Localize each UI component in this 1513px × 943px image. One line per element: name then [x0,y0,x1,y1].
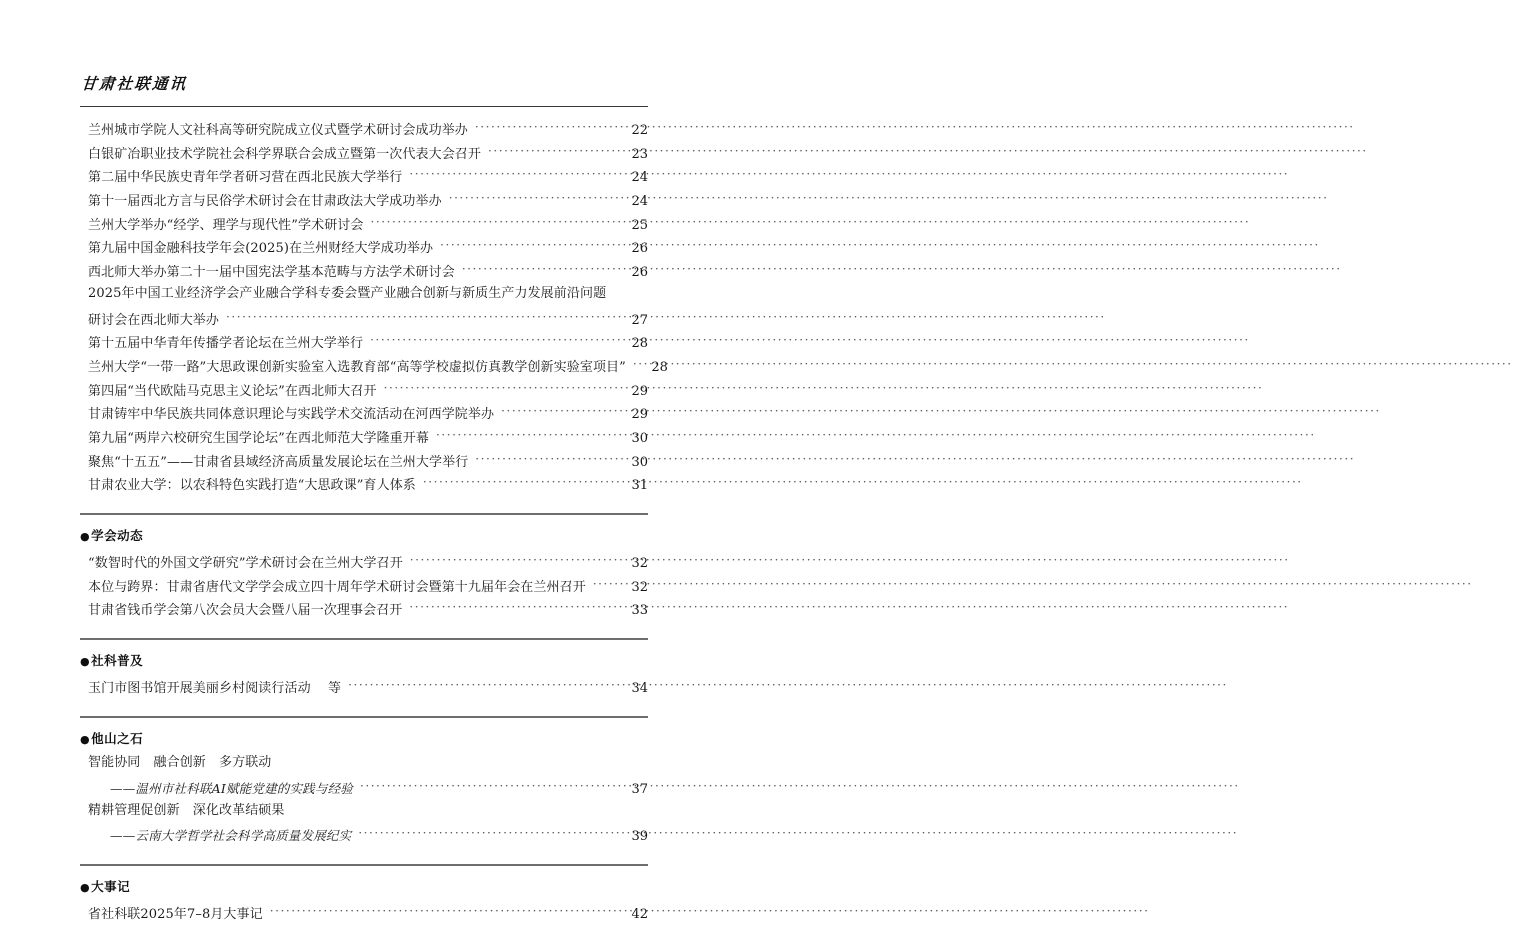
toc-entry-title: 第十五届中华青年传播学者论坛在兰州大学举行 [88,336,364,352]
toc-list [80,905,648,929]
toc-entry-title: 聚焦“十五五”——甘肃省县域经济高质量发展论坛在兰州大学举行 [88,454,469,470]
section-heading-section-sheke-puji [80,653,648,670]
toc-entry-title: 2025年中国工业经济学会产业融合学科专委会暨产业融合创新与新质生产力发展前沿问题 [88,285,607,301]
toc-entry-title: 兰州城市学院人文社科高等研究院成立仪式暨学术研讨会成功举办 [88,123,468,138]
masthead-rule [80,106,648,107]
toc-leader-dots [226,311,619,324]
toc-leader-dots [449,192,619,205]
toc-entry[interactable] [80,168,648,192]
toc-entry-title: 玉门市图书馆开展美丽乡村阅读行活动 等 [88,680,342,696]
toc-entry[interactable] [80,476,648,500]
toc-entry[interactable] [80,554,648,578]
toc-entry-title: 第十一届西北方言与民俗学术研讨会在甘肃政法大学成功举办 [88,194,442,210]
toc-entry-page-number: 30 [631,454,648,470]
toc-leader-dots [270,905,619,918]
toc-entry-title: 精耕管理促创新 深化改革结硕果 [88,802,285,818]
toc-entry-title: ——温州市社科联AI赋能党建的实践与经验 [110,781,353,797]
toc-entry-title: 智能协同 融合创新 多方联动 [88,755,272,771]
toc-entry[interactable] [80,679,648,703]
toc-entry-page-number: 25 [631,217,648,233]
toc-entry[interactable] [80,382,648,406]
toc-entry-title: 本位与跨界：甘肃省唐代文学学会成立四十周年学术研讨会暨第十九届年会在兰州召开 [88,579,586,595]
section-divider [80,716,648,718]
toc-entry[interactable] [80,263,648,287]
toc-leader-dots [475,453,619,466]
toc-sections [80,121,668,929]
toc-entry[interactable] [80,192,648,216]
section-heading-label: 社科普及 [91,652,144,668]
toc-entry-page-number: 28 [631,336,648,352]
toc-entry-title: 第四届“当代欧陆马克思主义论坛”在西北师大召开 [88,383,377,399]
toc-entry-page-number: 29 [631,407,648,423]
toc-leader-dots [462,263,619,276]
toc-entry-title: “数智时代的外国文学研究”学术研讨会在兰州大学召开 [88,555,403,571]
toc-entry-title: 省社科联2025年7–8月大事记 [88,907,263,922]
toc-entry[interactable] [80,453,648,477]
toc-entry[interactable] [80,578,648,602]
toc-leader-dots [440,239,619,252]
section-heading-label: 学会动态 [91,528,144,543]
toc-leader-dots [436,429,619,442]
toc-entry-page-number: 39 [631,829,648,845]
bullet-icon: ● [80,530,91,543]
toc-entry-page-number: 32 [631,579,648,595]
toc-entry[interactable] [80,239,648,263]
toc-leader-dots [409,601,619,614]
toc-entry[interactable] [80,145,648,169]
toc-list [80,121,668,500]
toc-entry-page-number: 32 [631,555,648,571]
toc-entry[interactable] [80,804,648,828]
toc-entry-title: 第九届中国金融科技学年会(2025)在兰州财经大学成功举办 [88,241,434,257]
section-divider [80,513,648,515]
section-heading-label: 他山之石 [91,730,144,746]
toc-leader-dots [475,121,619,134]
toc-leader-dots [348,679,619,692]
toc-entry-title: ——云南大学哲学社会科学高质量发展纪实 [110,828,352,844]
toc-list [80,756,648,851]
section-heading-section-xuehui-dongtai [80,528,648,545]
section-heading-section-dashiji [80,879,648,896]
toc-entry-page-number: 31 [631,478,648,494]
toc-entry[interactable] [80,334,648,358]
toc-entry-title: 兰州大学“一带一路”大思政课创新实验室入选教育部“高等学校虚拟仿真教学创新实验室项目” [88,359,626,375]
toc-leader-dots [384,382,619,395]
toc-entry-page-number: 26 [631,265,648,281]
section-divider [80,638,648,640]
bullet-icon: ● [80,732,91,746]
toc-list [80,679,648,703]
toc-entry[interactable] [80,905,648,929]
toc-leader-dots [360,780,619,793]
toc-leader-dots [410,554,619,567]
toc-leader-dots [370,334,619,347]
toc-entry[interactable] [80,429,648,453]
toc-entry-page-number: 24 [631,194,648,210]
toc-entry[interactable] [80,756,648,780]
toc-entry[interactable] [80,405,648,429]
toc-entry-page-number: 23 [631,146,648,162]
toc-leader-dots [409,168,619,181]
toc-entry-page-number: 33 [631,603,648,619]
section-heading-label: 大事记 [91,879,131,895]
toc-entry-page-number: 34 [631,680,648,696]
toc-leader-dots [423,476,619,489]
toc-entry[interactable] [80,311,648,335]
toc-entry-title: 甘肃农业大学：以农科特色实践打造“大思政课”育人体系 [88,478,416,494]
toc-leader-dots [371,216,620,229]
bullet-icon: ● [80,881,91,895]
section-divider [80,864,648,866]
section-heading-section-tashan-zhishi [80,731,648,748]
toc-entry[interactable] [80,827,648,851]
toc-page [0,0,726,943]
toc-entry-page-number: 24 [631,170,648,186]
toc-entry-title: 甘肃铸牢中华民族共同体意识理论与实践学术交流活动在河西学院举办 [88,407,495,423]
toc-entry[interactable] [80,287,648,311]
toc-leader-dots [593,578,619,591]
toc-entry-page-number: 26 [631,241,648,257]
toc-entry-title: 白银矿冶职业技术学院社会科学界联合会成立暨第一次代表大会召开 [88,146,482,162]
page-content [80,0,668,929]
toc-entry-page-number: 22 [631,123,648,138]
toc-entry-page-number: 28 [651,359,668,375]
toc-list [80,554,648,625]
toc-entry-title: 第二届中华民族史青年学者研习营在西北民族大学举行 [88,170,403,186]
toc-leader-dots [488,145,619,158]
toc-entry[interactable] [80,216,648,240]
toc-entry-title: 兰州大学举办“经学、理学与现代性”学术研讨会 [88,217,364,233]
toc-entry[interactable] [80,121,648,145]
toc-entry-page-number: 29 [631,383,648,399]
toc-entry[interactable] [80,358,668,382]
toc-leader-dots [501,405,619,418]
toc-entry-page-number: 27 [631,312,648,328]
toc-entry-title: 研讨会在西北师大举办 [88,312,220,328]
toc-entry-page-number: 37 [631,782,648,798]
toc-entry-title: 甘肃省钱币学会第八次会员大会暨八届一次理事会召开 [88,603,403,619]
toc-entry[interactable] [80,601,648,625]
toc-entry-page-number: 42 [631,907,648,922]
toc-entry-title: 第九届“两岸六校研究生国学论坛”在西北师范大学隆重开幕 [88,430,429,446]
masthead-title: 甘肃社联通讯 [80,74,189,93]
toc-entry[interactable] [80,780,648,804]
toc-leader-dots [358,827,619,840]
toc-leader-dots [633,358,639,371]
toc-entry-title: 西北师大举办第二十一届中国宪法学基本范畴与方法学术研讨会 [88,265,455,281]
bullet-icon: ● [80,654,91,668]
toc-entry-page-number: 30 [631,430,648,446]
